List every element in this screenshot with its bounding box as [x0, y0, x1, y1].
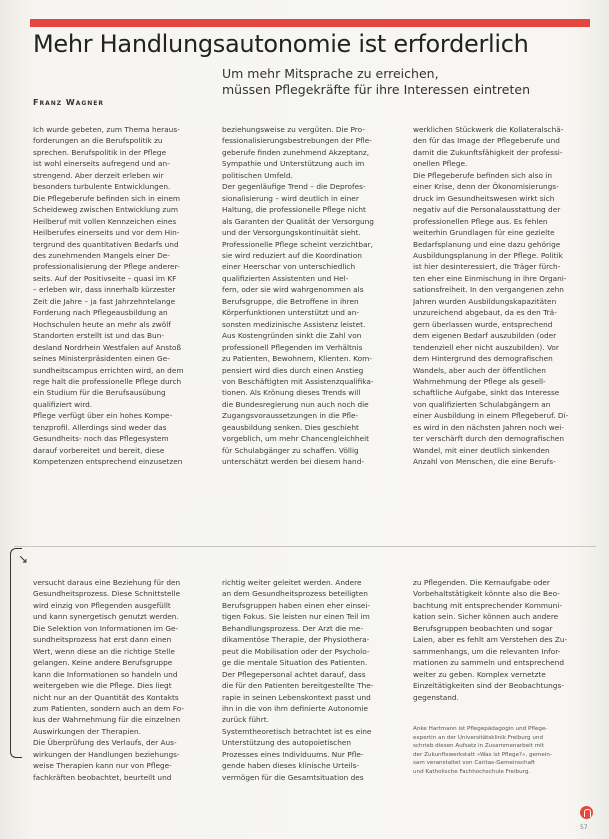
text-line: nicht nur an der Quantität des Kontakts [33, 692, 179, 702]
text-line: druck im Gesundheitswesen wirkt sich [413, 193, 555, 203]
section-divider [14, 546, 596, 547]
text-line: Zugangsvoraussetzungen in die Pfle- [222, 411, 359, 421]
text-line: professionalisierung der Pflege anderer- [33, 262, 180, 272]
text-line: Bedarfsplanung und eine dazu gehörige [413, 239, 561, 249]
text-line: sionalisierung – wird deutlich in einer [222, 193, 359, 203]
text-line: Vorbehaltstätigkeit könnte also die Beo- [413, 589, 560, 599]
text-line: pensiert wird dies durch einen Anstieg [222, 365, 364, 375]
text-line: ten eher eine Einmischung in ihre Organi- [413, 273, 567, 283]
text-line: ist hier desinteressiert, die Träger fürch- [413, 262, 561, 272]
text-line: qualifizierten Assistenten und Hel- [222, 273, 349, 283]
text-line: fachkräften beobachtet, beurteilt und [33, 772, 172, 782]
text-line: ge die mentale Situation des Patienten. [222, 658, 368, 668]
text-line: von Beschäftigten mit Assistenzqualifika- [222, 376, 374, 386]
text-line: schrieb diesen Aufsatz in Zusammenarbeit mit [413, 743, 544, 750]
text-line: Standorten erstellt ist und das Bun- [33, 331, 165, 341]
text-line: es wird in den nächsten Jahren noch wei- [413, 422, 564, 432]
text-line: Wert, wenn diese an die richtige Stelle [33, 646, 175, 656]
text-line: Zeit die Jahre – ja fast Jahrzehntelange [33, 296, 176, 306]
text-column-bottom-3 [413, 577, 593, 703]
subtitle-line: Um mehr Mitsprache zu erreichen, [222, 66, 439, 81]
text-line: Die Überprüfung des Verlaufs, der Aus- [33, 738, 177, 748]
text-line: zu Pflegenden. Die Kernaufgabe oder [413, 578, 550, 587]
text-line: Der Pflegepersonal achtet darauf, dass [222, 669, 366, 679]
text-line: Der gegenläufige Trend – die Deprofes- [222, 182, 366, 192]
text-line: mationen zu sammeln und entsprechend [413, 658, 564, 668]
text-line: ist wohl einerseits aufregend und an- [33, 159, 170, 169]
text-line: Wandel, mit einer deutlich sinkenden [413, 445, 550, 455]
text-line: ein Studium für die Berufsausübung [33, 388, 166, 398]
author-bio [413, 725, 593, 777]
text-line: Unterstützung des autopoietischen [222, 738, 352, 748]
text-line: Gesundheits- noch das Pflegesystem [33, 434, 169, 444]
text-line: desland Nordrhein Westfalen auf Anstoß [33, 342, 182, 352]
text-line: Die Pflegeberufe befinden sich also in [413, 170, 553, 180]
text-line: Anke Hartmann ist Pflegepädagogin und Pflege- [413, 726, 548, 732]
text-line: sundheitsprozess hat erst dann einen [33, 635, 172, 645]
text-line: den für das Image der Pflegeberufe und [413, 136, 560, 146]
text-line: als Garanten der Qualität der Versorgung [222, 216, 374, 226]
text-line: und der Versorgungskontinuität sieht. [222, 228, 361, 238]
text-line: fern, oder sie wird wahrgenommen als [222, 285, 364, 295]
text-line: ihn in die von ihm definierte Autonomie [222, 703, 368, 713]
handwritten-bracket-mark [10, 548, 22, 758]
text-line: schaftliche Aufgabe, sinkt das Interesse [413, 388, 560, 398]
text-line: Pflege verfügt über ein hohes Kompe- [33, 411, 173, 421]
text-line: Jahren wurden Ausbildungskapazitäten [413, 296, 557, 306]
text-line: Berufsgruppe, die Betroffene in ihren [222, 296, 359, 306]
text-line: vorgeblich, um mehr Chancengleichheit [222, 434, 370, 444]
text-line: Kompetenzen entsprechend einzusetzen [33, 457, 183, 467]
text-column-top-2 [222, 124, 400, 468]
text-line: sammenhangs, um die relevanten Infor- [413, 646, 561, 656]
text-line: forderungen an die Berufspolitik zu [33, 136, 163, 146]
text-line: dem Hintergrund des demografischen [413, 354, 553, 364]
text-line: sundheitscampus errichten wird, an dem [33, 365, 184, 375]
text-line: einer Heerschar von unterschiedlich [222, 262, 356, 272]
text-line: Die Selektion von Informationen im Ge- [33, 623, 179, 633]
text-line: Behandlungsprozess. Der Arzt die me- [222, 623, 364, 633]
text-line: strengend. Aber derzeit erleben wir [33, 170, 164, 180]
text-line: sprechen. Berufspolitik in der Pflege [33, 147, 167, 157]
text-line: dikamentöse Therapie, der Physiothera- [222, 635, 370, 645]
text-line: Forderung nach Pflegeausbildung an [33, 308, 168, 318]
text-line: zum Patienten, sondern auch an dem Fo- [33, 703, 185, 713]
text-line: die für den Patienten bereitgestellte The- [222, 681, 374, 691]
text-line: ter verschärft durch den demografischen [413, 434, 565, 444]
text-line: darauf vorbereitet und bereit, diese [33, 445, 165, 455]
text-line: Systemtheoretisch betrachtet ist es eine [222, 726, 372, 736]
text-line: kus der Wahrnehmung für die einzelnen [33, 715, 181, 725]
text-line: Anzahl von Menschen, die eine Berufs- [413, 457, 556, 467]
text-line: weiterhin Grundlagen für eine gezielte [413, 228, 555, 238]
text-line: Prozesses eines Individuums. Nur Pfle- [222, 749, 364, 759]
text-line: und Katholische Fachhochschule Freiburg. [413, 768, 531, 775]
text-line: tendenziell eher nicht auszubilden). Vor [413, 342, 559, 352]
text-line: Ich wurde gebeten, zum Thema heraus- [33, 125, 180, 134]
text-line: Gesundheitsprozess. Diese Schnittstelle [33, 589, 181, 599]
article-author: Franz Wagner [33, 98, 105, 107]
text-line: an dem Gesundheitsprozess beteiligten [222, 589, 368, 599]
text-line: Professionelle Pflege scheint verzichtbar, [222, 239, 373, 249]
text-line: kann die Informationen so handeln und [33, 669, 178, 679]
text-line: wird einzig von Pflegenden ausgefüllt [33, 600, 171, 610]
article-title: Mehr Handlungsautonomie ist erforderlich [33, 30, 529, 58]
text-line: dem eigenen Bedarf auszubilden (oder [413, 331, 557, 341]
text-line: Scheideweg zwischen Entwicklung zum [33, 205, 179, 215]
text-line: geberufe finden zunehmend Akzeptanz, [222, 147, 370, 157]
text-line: expertin an der Universitätsklinik Freiburg und [413, 734, 543, 741]
text-line: die Bundesregierung nun auch noch die [222, 399, 369, 409]
text-line: Heilberufes einerseits und vor dem Hin- [33, 228, 180, 238]
text-line: Wandels, aber auch der öffentlichen [413, 365, 546, 375]
text-line: gelangen. Keine andere Berufsgruppe [33, 658, 173, 668]
text-line: unterschätzt werden bei diesem hand- [222, 457, 365, 467]
text-line: gern überlassen wurde, entsprechend [413, 319, 553, 329]
text-line: versucht daraus eine Beziehung für den [33, 578, 181, 587]
text-line: gende haben dieses klinische Urteils- [222, 761, 360, 771]
text-line: politischen Umfeld. [222, 170, 293, 180]
text-line: wirkungen der Handlungen beziehungs- [33, 749, 180, 759]
text-line: einer Ausbildung in einem Pflegeberuf. Di- [413, 411, 569, 421]
text-column-top-1 [33, 124, 208, 468]
text-line: seits. Auf der Positivseite – quasi im KF [33, 273, 177, 283]
header-accent-bar [30, 19, 590, 27]
text-line: Ausbildungsplanung in der Pflege. Politik [413, 250, 563, 260]
text-line: professionell Pflegenden im Verhältnis [222, 342, 363, 352]
publisher-logo-icon [580, 806, 593, 819]
text-line: sonsten medizinische Assistenz leistet. [222, 319, 366, 329]
text-line: weise Therapien kann nur von Pflege- [33, 761, 172, 771]
text-line: Aus Kostengründen sinkt die Zahl von [222, 331, 362, 341]
handwritten-arrow-icon: ↘ [18, 552, 29, 566]
text-line: Haltung, die professionelle Pflege nicht [222, 205, 366, 215]
text-line: sam veranstaltet von Caritas-Gemeinschaft [413, 760, 536, 767]
text-line: rege halt die professionelle Pflege durch [33, 376, 182, 386]
text-line: werklichen Stückwerk die Kollateralschä- [413, 125, 564, 134]
text-line: richtig weiter geleitet werden. Andere [222, 578, 362, 587]
text-line: tionen. Als Krönung dieses Trends will [222, 388, 361, 398]
text-line: professionellen Pflege aus. Es fehlen [413, 216, 548, 226]
text-line: peut die Mobilisation oder der Psycholo- [222, 646, 370, 656]
text-line: weiter zu geben. Komplex vernetzte [413, 669, 546, 679]
text-line: von qualifizierten Schulabgängern an [413, 399, 551, 409]
text-line: tigen Fokus. Sie leisten nur einen Teil im [222, 612, 370, 622]
text-column-top-3 [413, 124, 593, 468]
text-line: der Zukunftswerkstatt »Was ist Pflege?«, gemein- [413, 751, 552, 758]
text-line: – erleben wir, dass innerhalb kürzester [33, 285, 176, 295]
text-line: sie wird reduziert auf die Koordination [222, 250, 362, 260]
text-line: Auswirkungen der Therapien. [33, 726, 141, 736]
text-line: weitergeben wie die Pflege. Dies liegt [33, 681, 172, 691]
text-line: Hochschulen heute an mehr als zwölf [33, 319, 171, 329]
text-line: Laien, aber es fehlt am Verstehen des Zu- [413, 635, 568, 645]
text-line: Die Pflegeberufe befinden sich in einem [33, 193, 181, 203]
text-line: und kann synergetisch genutzt werden. [33, 612, 179, 622]
text-column-bottom-1 [33, 577, 208, 783]
text-line: seines Ministerpräsidenten einen Ge- [33, 354, 170, 364]
article-subtitle [222, 66, 592, 98]
text-line: Berufsgruppen haben einen eher einsei- [222, 600, 371, 610]
text-line: bachtung mit entsprechender Kommuni- [413, 600, 563, 610]
text-line: beziehungsweise zu vergüten. Die Pro- [222, 125, 365, 134]
text-line: gegenstand. [413, 692, 459, 702]
text-line: Wahrnehmung der Pflege als gesell- [413, 376, 546, 386]
text-line: fessionalisierungsbestrebungen der Pfle- [222, 136, 372, 146]
text-line: des zunehmenden Mangels einer De- [33, 250, 170, 260]
text-line: Heilberuf mit vollen Kennzeichen eines [33, 216, 177, 226]
text-line: damit die Zukunftsfähigkeit der professi- [413, 147, 563, 157]
text-line: negativ auf die Personalausstattung der [413, 205, 561, 215]
text-line: Sympathie und Unterstützung auch im [222, 159, 365, 169]
text-line: vermögen für die Gesamtsituation des [222, 772, 364, 782]
text-column-bottom-2 [222, 577, 400, 783]
text-line: Einzeltätigkeiten sind der Beobachtungs- [413, 681, 564, 691]
text-line: tergrund des quantitativen Bedarfs und [33, 239, 179, 249]
text-line: tenzprofil. Allerdings sind weder das [33, 422, 167, 432]
text-line: onellen Pflege. [413, 159, 468, 169]
text-line: geausbildung senken. Dies geschieht [222, 422, 359, 432]
text-line: qualifiziert wird. [33, 399, 93, 409]
text-line: zurück führt. [222, 715, 269, 725]
text-line: rapie in seinen Lebenskontext passt und [222, 692, 371, 702]
text-line: für Schulabgänger zu schaffen. Völlig [222, 445, 359, 455]
subtitle-line: müssen Pflegekräfte für ihre Interessen eintreten [222, 82, 531, 97]
text-line: einer Krise, denn der Ökonomisierungs- [413, 182, 559, 192]
text-line: sationsfreiheit. In den vergangenen zehn [413, 285, 564, 295]
page-number: 57 [580, 824, 588, 831]
text-line: kation sein. Sicher können auch andere [413, 612, 559, 622]
text-line: besonders turbulente Entwicklungen. [33, 182, 171, 192]
text-line: unzureichend abgebaut, da es den Trä- [413, 308, 557, 318]
text-line: Berufsgruppen beobachten und sogar [413, 623, 553, 633]
text-line: zu Patienten, Bewohnern, Klienten. Kom- [222, 354, 372, 364]
text-line: Körperfunktionen unterstützt und an- [222, 308, 360, 318]
